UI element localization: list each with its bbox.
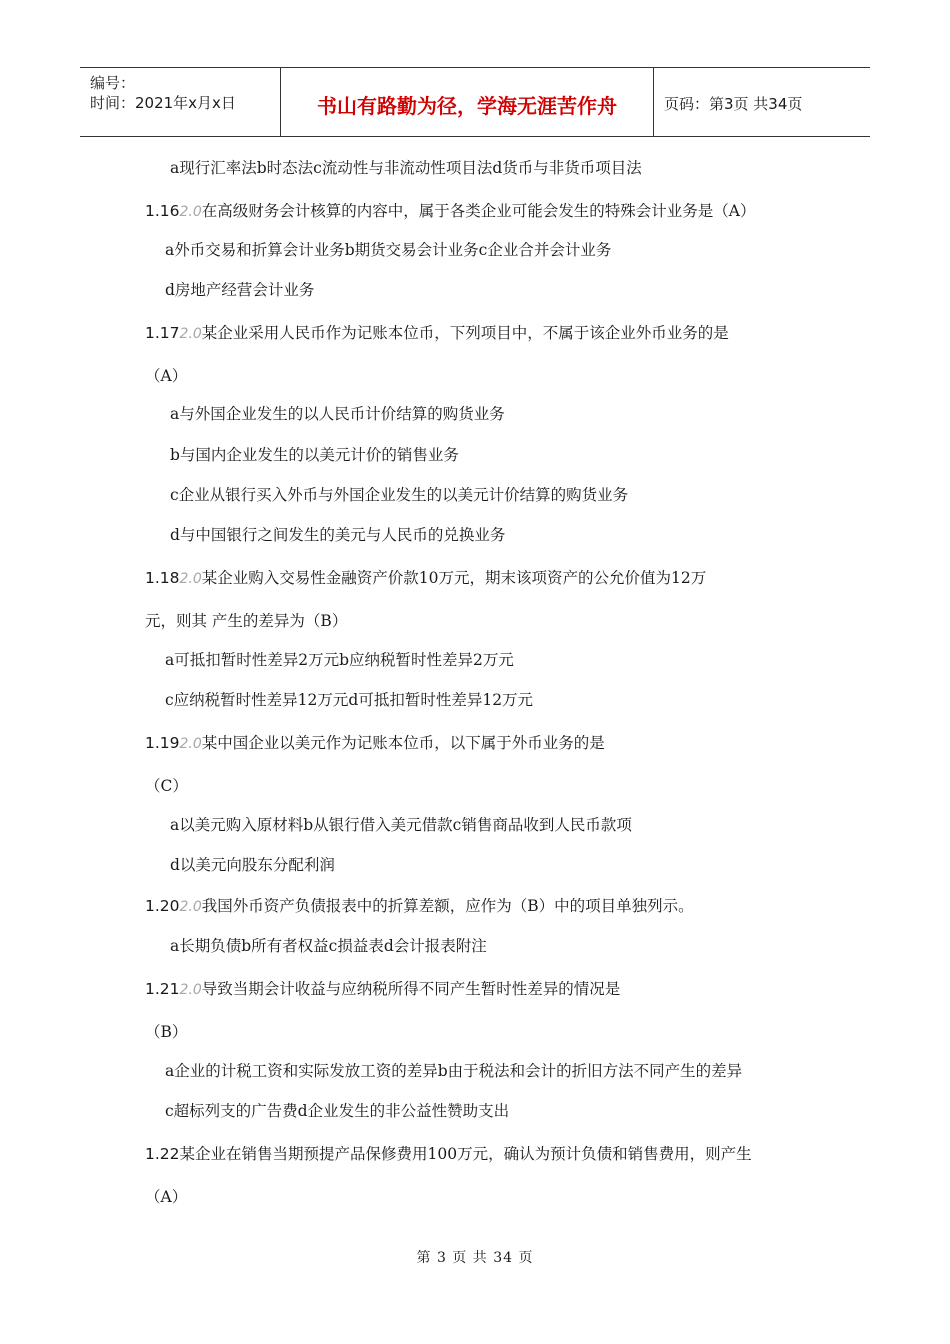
header-info-cell bbox=[80, 68, 281, 136]
header-page-cell bbox=[654, 68, 870, 136]
score-tag: 2.0 bbox=[179, 899, 202, 915]
option-line: c企业从银行买入外币与外国企业发生的以美元计价结算的购货业务 bbox=[170, 486, 629, 504]
question-line bbox=[145, 568, 706, 589]
header-motto-cell bbox=[281, 68, 654, 136]
score-tag: 2.0 bbox=[179, 571, 202, 587]
question-text: 导致当期会计收益与应纳税所得不同产生暂时性差异的情况是 bbox=[201, 980, 621, 998]
question-line bbox=[145, 1144, 752, 1164]
question-line bbox=[145, 733, 605, 754]
option-line: a可抵扣暂时性差异2万元b应纳税暂时性差异2万元 bbox=[165, 651, 514, 669]
question-number: 1.21 bbox=[145, 980, 180, 998]
question-number: 1.17 bbox=[145, 324, 180, 342]
page-footer: 第 3 页 共 34 页 bbox=[416, 1250, 534, 1266]
score-tag: 2.0 bbox=[179, 326, 202, 342]
score-tag: 2.0 bbox=[179, 736, 202, 752]
page-info: 页码：第3页 共34页 bbox=[664, 95, 803, 113]
question-text: 某中国企业以美元作为记账本位币，以下属于外币业务的是 bbox=[201, 734, 605, 752]
page-header bbox=[80, 67, 870, 137]
option-line: d房地产经营会计业务 bbox=[165, 281, 315, 299]
question-text: 在高级财务会计核算的内容中，属于各类企业可能会发生的特殊会计业务是（A） bbox=[201, 202, 756, 220]
option-line: a企业的计税工资和实际发放工资的差异b由于税法和会计的折旧方法不同产生的差异 bbox=[165, 1062, 743, 1080]
question-number: 1.16 bbox=[145, 202, 180, 220]
document-date: 时间：2021年x月x日 bbox=[90, 94, 236, 112]
question-number: 1.19 bbox=[145, 734, 180, 752]
option-line: a与外国企业发生的以人民币计价结算的购货业务 bbox=[170, 405, 505, 423]
score-tag: 2.0 bbox=[179, 204, 202, 220]
question-line bbox=[145, 979, 620, 1000]
option-line: a长期负债b所有者权益c损益表d会计报表附注 bbox=[170, 937, 487, 955]
question-text: 我国外币资产负债报表中的折算差额，应作为（B）中的项目单独列示。 bbox=[201, 897, 694, 915]
option-line: d以美元向股东分配利润 bbox=[170, 856, 335, 874]
motto: 书山有路勤为径，学海无涯苦作舟 bbox=[317, 94, 617, 118]
question-line bbox=[145, 896, 694, 917]
option-line: c超标列支的广告费d企业发生的非公益性赞助支出 bbox=[165, 1102, 510, 1120]
question-text: 某企业采用人民币作为记账本位币，下列项目中，不属于该企业外币业务的是 bbox=[201, 324, 729, 342]
option-line: c应纳税暂时性差异12万元d可抵扣暂时性差异12万元 bbox=[165, 691, 534, 709]
score-tag: 2.0 bbox=[179, 982, 202, 998]
question-number: 1.18 bbox=[145, 569, 180, 587]
answer-line: （B） bbox=[145, 1023, 188, 1041]
answer-line: （A） bbox=[145, 1188, 188, 1206]
answer-line: （C） bbox=[145, 777, 188, 795]
option-line: a外币交易和折算会计业务b期货交易会计业务c企业合并会计业务 bbox=[165, 241, 612, 259]
question-line bbox=[145, 323, 729, 344]
option-line: a现行汇率法b时态法c流动性与非流动性项目法d货币与非货币项目法 bbox=[170, 159, 642, 177]
question-text: 某企业购入交易性金融资产价款10万元，期末该项资产的公允价值为12万 bbox=[201, 569, 707, 587]
question-number: 1.22 bbox=[145, 1145, 180, 1163]
question-text: 某企业在销售当期预提产品保修费用100万元，确认为预计负债和销售费用，则产生 bbox=[179, 1145, 752, 1163]
answer-line: （A） bbox=[145, 367, 188, 385]
option-line: d与中国银行之间发生的美元与人民币的兑换业务 bbox=[170, 526, 506, 544]
question-line bbox=[145, 201, 755, 222]
question-continuation: 元，则其 产生的差异为（B） bbox=[145, 612, 348, 630]
document-number-label: 编号： bbox=[90, 74, 136, 92]
option-line: a以美元购入原材料b从银行借入美元借款c销售商品收到人民币款项 bbox=[170, 816, 632, 834]
option-line: b与国内企业发生的以美元计价的销售业务 bbox=[170, 446, 459, 464]
question-number: 1.20 bbox=[145, 897, 180, 915]
